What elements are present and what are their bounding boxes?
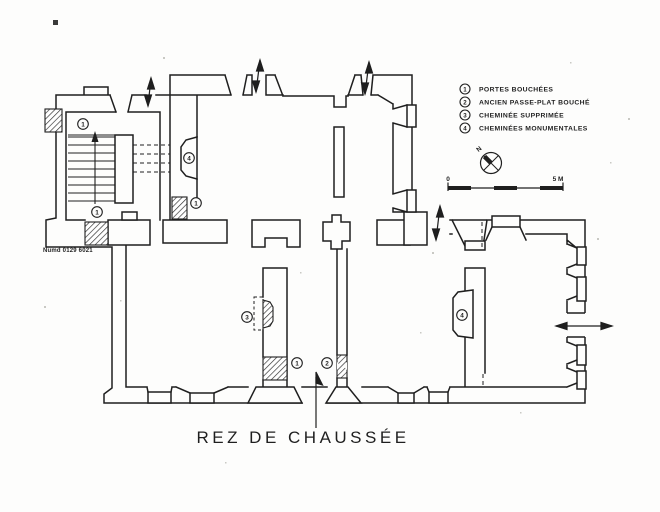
- svg-text:4: 4: [463, 125, 467, 133]
- marker-fireplace: [184, 153, 195, 164]
- wall-foot: [248, 387, 302, 403]
- wall-foot: [326, 387, 361, 403]
- pier: [404, 212, 427, 245]
- legend-item: [460, 84, 553, 94]
- removed-chimney-outline: [254, 297, 263, 330]
- marker-blocked-door: [191, 198, 202, 209]
- marker-removed-chimney: [242, 312, 253, 323]
- scale-end-label: 5 M: [552, 176, 564, 183]
- svg-text:1: 1: [194, 200, 198, 208]
- svg-text:3: 3: [245, 314, 249, 322]
- svg-text:4: 4: [187, 155, 191, 163]
- pier-step: [122, 212, 137, 220]
- svg-text:1: 1: [81, 121, 85, 129]
- window-bay: [407, 190, 416, 212]
- marker-blocked-door: [78, 119, 89, 130]
- blocked-door-hatch: [45, 109, 62, 132]
- registration-mark: [53, 20, 58, 25]
- window-frame: [577, 247, 586, 265]
- legend-item: [460, 110, 564, 120]
- stair-flight-above: [133, 145, 170, 172]
- svg-text:1: 1: [295, 360, 299, 368]
- dashed-lines: [133, 145, 483, 387]
- reference-number: Numd 0129 6021: [43, 248, 93, 254]
- scale-bar: [446, 176, 563, 191]
- svg-text:3: 3: [463, 112, 467, 120]
- compass-north-pointer: [485, 157, 492, 164]
- pier: [252, 220, 300, 247]
- staircase: [68, 135, 115, 204]
- marker-fireplace: [457, 310, 468, 321]
- svg-text:ANCIEN PASSE-PLAT BOUCHÉ: ANCIEN PASSE-PLAT BOUCHÉ: [479, 99, 590, 107]
- window-frame: [429, 392, 448, 403]
- svg-text:4: 4: [460, 312, 464, 320]
- blocked-door-hatch: [263, 357, 287, 380]
- legend: [460, 84, 590, 133]
- compass-icon: [475, 145, 501, 173]
- svg-text:2: 2: [325, 360, 329, 368]
- scale-start-label: 0: [446, 176, 450, 183]
- svg-text:PORTES BOUCHÉES: PORTES BOUCHÉES: [479, 86, 554, 94]
- stair-wall-stub: [115, 135, 133, 203]
- window-frame: [148, 392, 171, 403]
- svg-text:CHEMINÉES MONUMENTALES: CHEMINÉES MONUMENTALES: [479, 125, 588, 133]
- marker-passe-plat: [322, 358, 333, 369]
- svg-text:1: 1: [463, 86, 467, 94]
- marker-blocked-door: [92, 207, 103, 218]
- svg-text:CHEMINÉE SUPPRIMÉE: CHEMINÉE SUPPRIMÉE: [479, 112, 564, 120]
- north-label: N: [475, 145, 484, 154]
- svg-text:2: 2: [463, 99, 467, 107]
- pier: [163, 220, 227, 243]
- blocked-door-hatch: [172, 197, 187, 219]
- legend-item: [460, 97, 590, 107]
- legend-item: [460, 123, 588, 133]
- window-frame: [190, 393, 214, 403]
- blocked-door-hatch: [85, 222, 108, 245]
- window-frame: [577, 277, 586, 301]
- partition-stub: [334, 127, 344, 197]
- window-bay: [407, 105, 416, 127]
- window-niche: [492, 216, 520, 227]
- removed-chimney-hatch: [263, 300, 273, 328]
- marker-blocked-door: [292, 358, 303, 369]
- window-frame: [398, 393, 414, 403]
- window-frame: [577, 345, 586, 365]
- svg-text:1: 1: [95, 209, 99, 217]
- window-frame: [577, 371, 586, 389]
- drawing-title: REZ DE CHAUSSÉE: [196, 428, 410, 447]
- pier: [323, 215, 350, 249]
- pier: [108, 220, 150, 245]
